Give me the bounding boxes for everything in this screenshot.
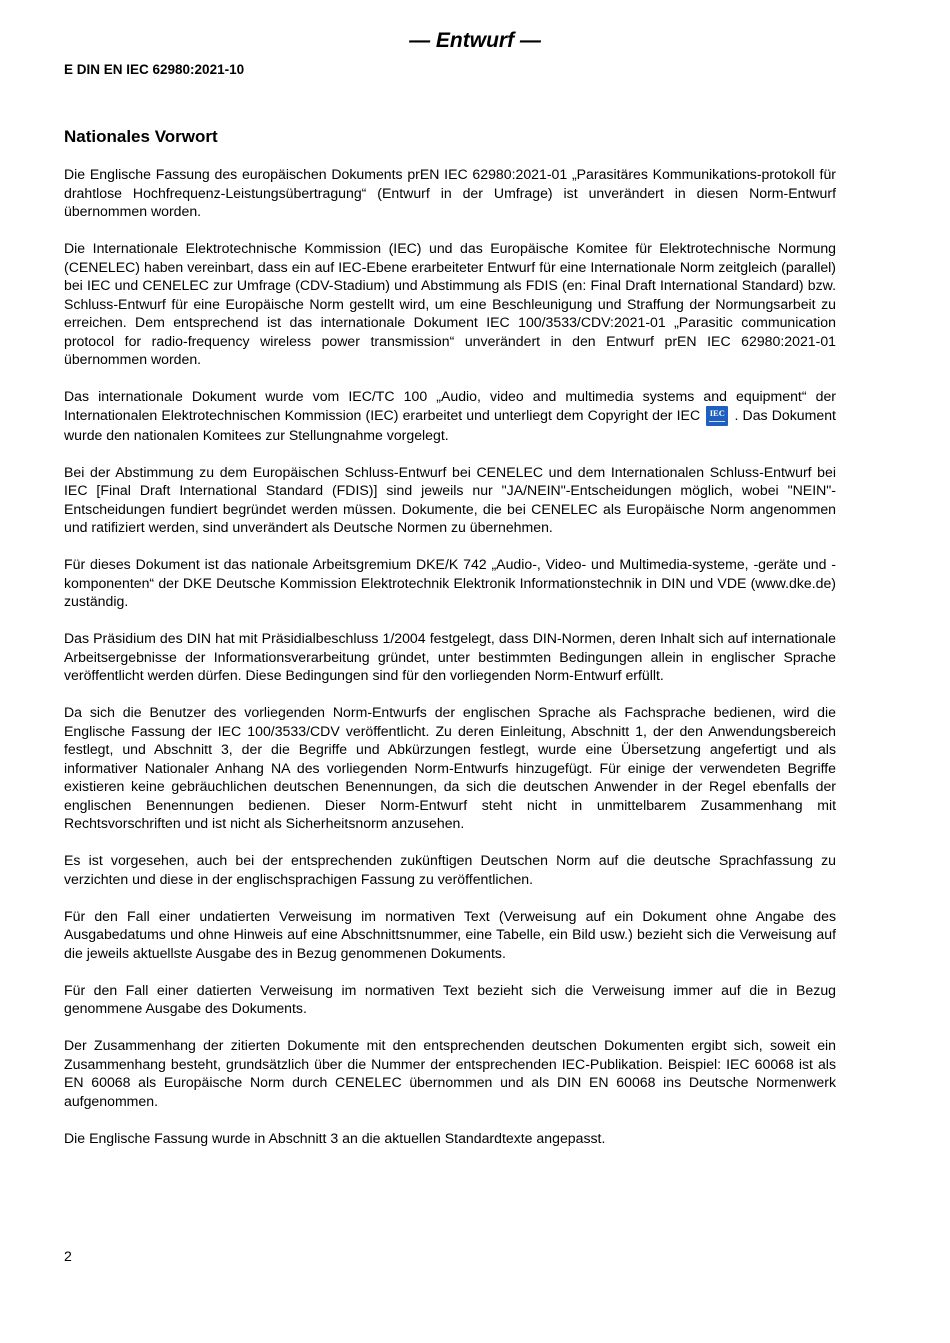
paragraph-8: Es ist vorgesehen, auch bei der entsprechenden zukünftigen Deutschen Norm auf die deutsche Sprachfassung zu verzichten und diese in der englischsprachigen Fassung zu veröffentlichen. — [64, 852, 836, 887]
draft-status-title: — Entwurf — — [409, 29, 541, 52]
paragraph-5: Für dieses Dokument ist das nationale Arbeitsgremium DKE/K 742 „Audio-, Video- und Multimedia-systeme, -geräte und -komponenten“ der DKE Deutsche Kommission Elektrotechnik Elektronik Informationstechnik in DIN und VDE (www.dke.de) zuständig. — [64, 556, 836, 609]
page-number: 2 — [64, 1248, 72, 1264]
paragraph-1: Die Englische Fassung des europäischen Dokuments prEN IEC 62980:2021-01 „Parasitäres Kommunikations-protokoll für drahtlose Hochfrequenz-Leistungsübertragung“ (Entwurf in der Umfrage) ist unverändert in diesen Norm-Entwurf übernommen worden. — [64, 166, 836, 219]
paragraph-12: Die Englische Fassung wurde in Abschnitt 3 an die aktuellen Standardtexte angepasst. — [64, 1129, 606, 1146]
paragraph-6: Das Präsidium des DIN hat mit Präsidialbeschluss 1/2004 festgelegt, dass DIN-Normen, deren Inhalt sich auf internationale Arbeitsergebnisse der Informationsverarbeitung gründet, unter bestimmten Bedingungen allein in englischer Sprache veröffentlicht werden dürfen. Diese Bedingungen sind für den vorliegenden Norm-Entwurf erfüllt. — [64, 630, 836, 683]
paragraph-4: Bei der Abstimmung zu dem Europäischen Schluss-Entwurf bei CENELEC und dem Internationalen Schluss-Entwurf bei IEC [Final Draft International Standard (FDIS)] sind jeweils nur "JA/NEIN"-Entscheidungen möglich, wobei "NEIN"-Entscheidungen fundiert begründet werden müssen. Dokumente, die bei CENELEC als Europäische Norm angenommen und ratifiziert werden, sind unverändert als Deutsche Normen zu übernehmen. — [64, 463, 836, 535]
paragraph-2: Die Internationale Elektrotechnische Kommission (IEC) und das Europäische Komitee für Elektrotechnische Normung (CENELEC) haben vereinbart, dass ein auf IEC-Ebene erarbeiteter Entwurf für eine Internationale Norm zeitgleich (parallel) bei IEC und CENELEC zur Umfrage (CDV-Stadium) und Abstimmung als FDIS (en: Final Draft International Standard) bzw. Schluss-Entwurf für eine Europäische Norm gestellt wird, um eine Beschleunigung und Straffung der Normungsarbeit zu erreichen. Dem entsprechend ist das internationale Dokument IEC 100/3533/CDV:2021-01 „Parasitic communication protocol for radio-frequency wireless power transmission“ unverändert in den Entwurf prEN IEC 62980:2021-01 übernommen worden. — [64, 240, 836, 367]
document-id: E DIN EN IEC 62980:2021-10 — [64, 62, 245, 77]
paragraph-11: Der Zusammenhang der zitierten Dokumente mit den entsprechenden deutschen Dokumenten ergibt sich, soweit ein Zusammenhang besteht, grundsätzlich über die Nummer der entsprechenden IEC-Publikation. Beispiel: IEC 60068 ist als EN 60068 als Europäische Norm durch CENELEC übernommen und als DIN EN 60068 ins Deutsche Normenwerk aufgenommen. — [64, 1037, 836, 1109]
paragraph-10: Für den Fall einer datierten Verweisung im normativen Text bezieht sich die Verweisung immer auf die in Bezug genommene Ausgabe des Dokuments. — [64, 981, 836, 1016]
iec-logo-icon: IEC — [706, 406, 728, 426]
paragraph-9: Für den Fall einer undatierten Verweisung im normativen Text (Verweisung auf ein Dokument ohne Angabe des Ausgabedatums und ohne Hinweis auf eine Abschnittsnummer, eine Tabelle, ein Bild usw.) bezieht sich die Verweisung auf die jeweils aktuellste Ausgabe des in Bezug genommenen Dokuments. — [64, 907, 836, 961]
paragraph-3 — [64, 387, 836, 444]
section-heading: Nationales Vorwort — [64, 127, 218, 146]
paragraph-3-text-after-logo: . Das Dokument wurde den nationalen Komitees zur Stellungnahme vorgelegt. — [64, 406, 836, 443]
paragraph-7: Da sich die Benutzer des vorliegenden Norm-Entwurfs der englischen Sprache als Fachsprache bedienen, wird die Englische Fassung der IEC 100/3533/CDV veröffentlicht. Zu deren Einleitung, Abschnitt 1, der den Anwendungsbereich festlegt, und Abschnitt 3, der die Begriffe und Abkürzungen festlegt, wurde eine Übersetzung angefertigt und als informativer Nationaler Anhang NA des vorliegenden Norm-Entwurfs hinzugefügt. Für einige der verwendeten Begriffe existieren keine gebräuchlichen deutschen Benennungen, da sich die deutschen Anwender in der Regel ebenfalls der englischen Benennungen bedienen. Dieser Norm-Entwurf steht nicht in unmittelbarem Zusammenhang mit Rechtsvorschriften und ist nicht als Sicherheitsnorm anzusehen. — [64, 704, 836, 831]
document-body — [64, 165, 836, 1147]
paragraph-3-text-before-logo: Das internationale Dokument wurde vom IEC/TC 100 „Audio, video and multimedia systems and equipment“ der Internationalen Elektrotechnischen Kommission (IEC) erarbeitet und unterliegt dem Copyright der IEC — [64, 388, 836, 423]
